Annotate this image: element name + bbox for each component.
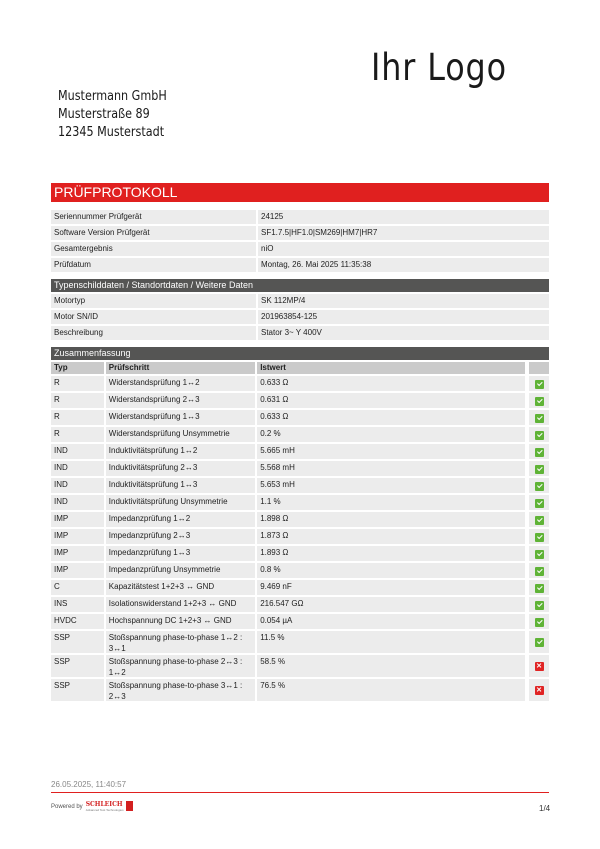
summary-row <box>51 410 549 425</box>
nameplate-key: Motor SN/ID <box>51 310 256 324</box>
cell-step: Impedanzprüfung 1↔3 <box>106 546 255 561</box>
info-key: Prüfdatum <box>51 258 256 272</box>
summary-row <box>51 512 549 527</box>
info-row <box>51 242 549 256</box>
nameplate-value: Stator 3~ Y 400V <box>258 326 549 340</box>
cell-type: HVDC <box>51 614 104 629</box>
summary-row <box>51 393 549 408</box>
cell-result <box>529 529 549 544</box>
cell-result <box>529 580 549 595</box>
cell-type: SSP <box>51 679 104 701</box>
cell-step: Induktivitätsprüfung Unsymmetrie <box>106 495 255 510</box>
info-key: Seriennummer Prüfgerät <box>51 210 256 224</box>
fail-cross-icon: ✕ <box>536 663 542 670</box>
cell-step: Stoßspannung phase-to-phase 2↔3 : 1↔2 <box>106 655 255 677</box>
cell-type: IND <box>51 478 104 493</box>
brand-mark-icon <box>126 801 133 811</box>
cell-result <box>529 679 549 701</box>
summary-row <box>51 614 549 629</box>
summary-row <box>51 478 549 493</box>
cell-result <box>529 478 549 493</box>
nameplate-table <box>51 294 549 342</box>
cell-value: 0.054 µA <box>257 614 525 629</box>
cell-result <box>529 393 549 408</box>
info-value: Montag, 26. Mai 2025 11:35:38 <box>258 258 549 272</box>
summary-row <box>51 655 549 677</box>
powered-by <box>51 801 133 812</box>
pass-check-icon <box>535 550 544 559</box>
cell-type: C <box>51 580 104 595</box>
cell-result <box>529 444 549 459</box>
cell-step: Hochspannung DC 1+2+3 ↔ GND <box>106 614 255 629</box>
pass-check-icon <box>535 499 544 508</box>
cell-step: Induktivitätsprüfung 1↔2 <box>106 444 255 459</box>
general-info-table <box>51 210 549 274</box>
cell-step: Widerstandsprüfung 1↔2 <box>106 376 255 391</box>
cell-result <box>529 563 549 578</box>
summary-row <box>51 563 549 578</box>
cell-step: Induktivitätsprüfung 1↔3 <box>106 478 255 493</box>
pass-check-icon <box>535 448 544 457</box>
pass-check-icon <box>535 567 544 576</box>
pass-check-icon <box>535 465 544 474</box>
summary-row <box>51 597 549 612</box>
summary-row <box>51 461 549 476</box>
cell-result <box>529 597 549 612</box>
summary-row <box>51 679 549 701</box>
cell-step: Induktivitätsprüfung 2↔3 <box>106 461 255 476</box>
cell-value: 0.633 Ω <box>257 376 525 391</box>
cell-value: 58.5 % <box>257 655 525 677</box>
info-key: Software Version Prüfgerät <box>51 226 256 240</box>
info-row <box>51 258 549 272</box>
cell-result <box>529 495 549 510</box>
info-row <box>51 226 549 240</box>
pass-check-icon <box>535 533 544 542</box>
info-value: 24125 <box>258 210 549 224</box>
page-number: 1/4 <box>539 804 551 813</box>
pass-check-icon <box>535 638 544 647</box>
cell-step: Impedanzprüfung 2↔3 <box>106 529 255 544</box>
print-timestamp: 26.05.2025, 11:40:57 <box>51 780 127 789</box>
powered-by-label: Powered by <box>51 803 83 810</box>
pass-check-icon <box>535 601 544 610</box>
nameplate-value: SK 112MP/4 <box>258 294 549 308</box>
cell-result <box>529 427 549 442</box>
summary-row <box>51 580 549 595</box>
pass-check-icon <box>535 380 544 389</box>
summary-row <box>51 529 549 544</box>
cell-step: Impedanzprüfung Unsymmetrie <box>106 563 255 578</box>
cell-result <box>529 376 549 391</box>
col-header-value: Istwert <box>257 362 525 374</box>
col-header-step: Prüfschritt <box>106 362 255 374</box>
nameplate-row <box>51 310 549 324</box>
info-value: niO <box>258 242 549 256</box>
cell-value: 0.633 Ω <box>257 410 525 425</box>
pass-check-icon <box>535 584 544 593</box>
company-street: Musterstraße 89 <box>58 107 150 122</box>
nameplate-key: Motortyp <box>51 294 256 308</box>
cell-value: 1.1 % <box>257 495 525 510</box>
cell-result <box>529 461 549 476</box>
pass-check-icon <box>535 414 544 423</box>
cell-type: IMP <box>51 512 104 527</box>
cell-type: R <box>51 410 104 425</box>
cell-result <box>529 631 549 653</box>
cell-type: IND <box>51 444 104 459</box>
nameplate-section-heading: Typenschilddaten / Standortdaten / Weitere Daten <box>51 279 549 292</box>
company-logo-placeholder: Ihr Logo <box>371 46 507 89</box>
cell-type: IND <box>51 495 104 510</box>
cell-value: 76.5 % <box>257 679 525 701</box>
cell-step: Isolationswiderstand 1+2+3 ↔ GND <box>106 597 255 612</box>
cell-value: 9.469 nF <box>257 580 525 595</box>
cell-value: 0.2 % <box>257 427 525 442</box>
cell-type: INS <box>51 597 104 612</box>
cell-result <box>529 655 549 677</box>
cell-value: 1.893 Ω <box>257 546 525 561</box>
cell-value: 5.568 mH <box>257 461 525 476</box>
cell-type: R <box>51 376 104 391</box>
cell-value: 0.8 % <box>257 563 525 578</box>
cell-result <box>529 546 549 561</box>
cell-type: IMP <box>51 546 104 561</box>
nameplate-value: 201963854-125 <box>258 310 549 324</box>
summary-table <box>51 362 549 703</box>
brand-name: SCHLEICH <box>85 801 123 808</box>
cell-type: R <box>51 427 104 442</box>
brand-tagline: Advanced Test Technologies <box>85 808 124 812</box>
cell-value: 5.665 mH <box>257 444 525 459</box>
info-value: SF1.7.5|HF1.0|SM269|HM7|HR7 <box>258 226 549 240</box>
footer-divider <box>51 792 549 793</box>
cell-value: 1.873 Ω <box>257 529 525 544</box>
cell-result <box>529 512 549 527</box>
pass-check-icon <box>535 516 544 525</box>
schleich-logo <box>86 801 133 812</box>
company-city: 12345 Musterstadt <box>58 125 165 140</box>
cell-type: SSP <box>51 631 104 653</box>
cell-value: 11.5 % <box>257 631 525 653</box>
summary-header-row <box>51 362 549 374</box>
nameplate-row <box>51 294 549 308</box>
report-title: PRÜFPROTOKOLL <box>51 183 549 202</box>
col-header-type: Typ <box>51 362 104 374</box>
cell-step: Widerstandsprüfung Unsymmetrie <box>106 427 255 442</box>
pass-check-icon <box>535 431 544 440</box>
nameplate-key: Beschreibung <box>51 326 256 340</box>
summary-row <box>51 376 549 391</box>
company-name: Mustermann GmbH <box>58 89 167 104</box>
cell-type: IMP <box>51 563 104 578</box>
fail-cross-icon: ✕ <box>536 687 542 694</box>
summary-row <box>51 631 549 653</box>
pass-check-icon <box>535 482 544 491</box>
col-header-result <box>529 362 549 374</box>
summary-row <box>51 546 549 561</box>
cell-type: SSP <box>51 655 104 677</box>
cell-type: IND <box>51 461 104 476</box>
pass-check-icon <box>535 397 544 406</box>
summary-body <box>51 376 549 701</box>
summary-row <box>51 427 549 442</box>
cell-step: Stoßspannung phase-to-phase 3↔1 : 2↔3 <box>106 679 255 701</box>
summary-row <box>51 495 549 510</box>
cell-type: IMP <box>51 529 104 544</box>
cell-value: 5.653 mH <box>257 478 525 493</box>
info-row <box>51 210 549 224</box>
summary-row <box>51 444 549 459</box>
cell-result <box>529 614 549 629</box>
info-key: Gesamtergebnis <box>51 242 256 256</box>
summary-section-heading: Zusammenfassung <box>51 347 549 360</box>
cell-step: Impedanzprüfung 1↔2 <box>106 512 255 527</box>
cell-value: 216.547 GΩ <box>257 597 525 612</box>
cell-step: Stoßspannung phase-to-phase 1↔2 : 3↔1 <box>106 631 255 653</box>
pass-check-icon <box>535 618 544 627</box>
cell-step: Widerstandsprüfung 1↔3 <box>106 410 255 425</box>
company-address <box>58 88 167 142</box>
cell-value: 1.898 Ω <box>257 512 525 527</box>
cell-result <box>529 410 549 425</box>
cell-step: Kapazitätstest 1+2+3 ↔ GND <box>106 580 255 595</box>
cell-type: R <box>51 393 104 408</box>
cell-step: Widerstandsprüfung 2↔3 <box>106 393 255 408</box>
cell-value: 0.631 Ω <box>257 393 525 408</box>
nameplate-row <box>51 326 549 340</box>
